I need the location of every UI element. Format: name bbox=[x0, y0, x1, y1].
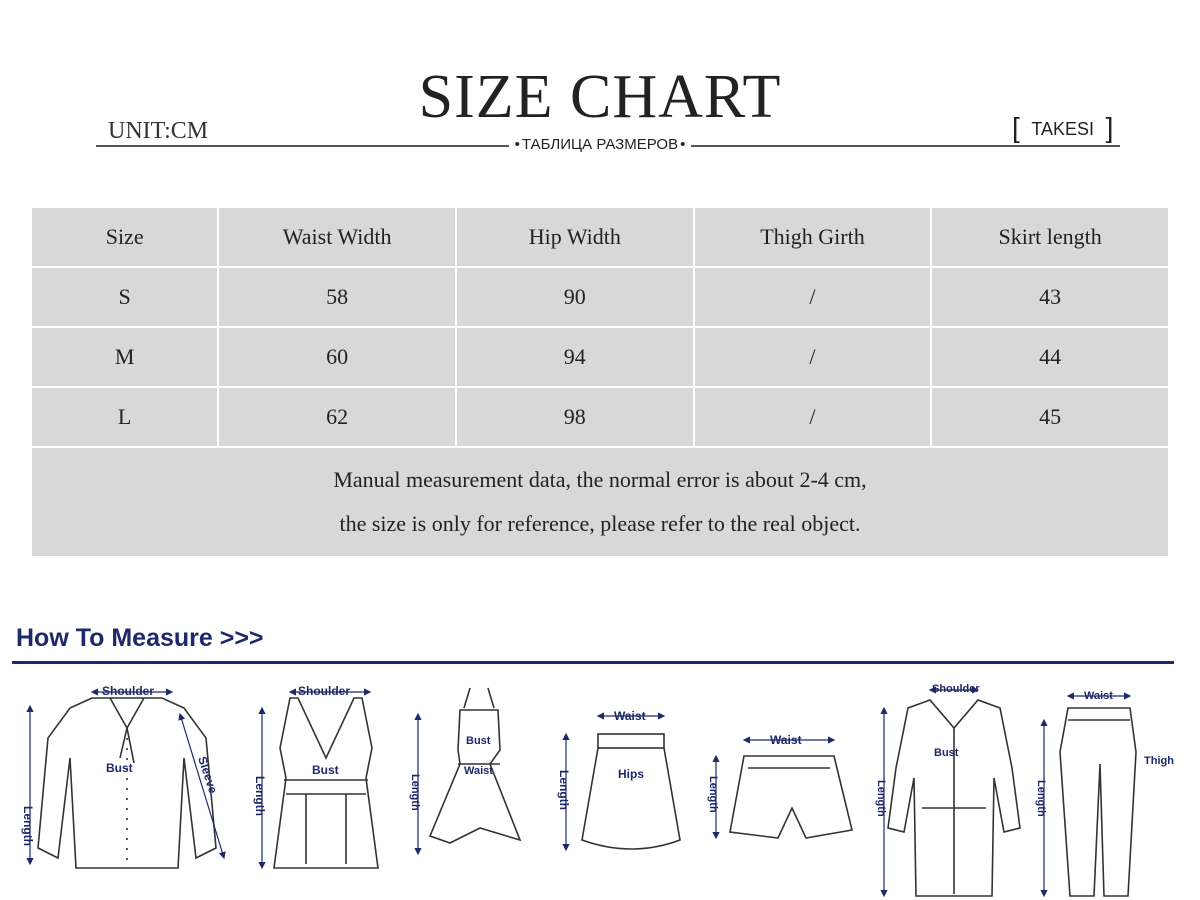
table-cell: 62 bbox=[219, 388, 455, 446]
tank-shoulder-label: Shoulder bbox=[298, 684, 351, 698]
blouse-bust-label: Bust bbox=[106, 761, 133, 775]
table-cell: M bbox=[32, 328, 217, 386]
table-cell: 58 bbox=[219, 268, 455, 326]
page-title: SIZE CHART bbox=[418, 63, 782, 131]
table-cell: 90 bbox=[457, 268, 693, 326]
dress-waist-label: Waist bbox=[464, 765, 493, 777]
table-cell: 43 bbox=[932, 268, 1168, 326]
how-to-measure-heading: How To Measure >>> bbox=[16, 624, 264, 652]
shorts-figure bbox=[730, 756, 852, 838]
table-header-row bbox=[32, 208, 1168, 266]
blouse-sleeve-label: Sleeve bbox=[195, 754, 221, 796]
tank-top-figure bbox=[274, 698, 378, 868]
shorts-length-label: Length bbox=[707, 776, 719, 813]
trousers-figure bbox=[1060, 708, 1136, 896]
column-header-waist: Waist Width bbox=[219, 208, 455, 266]
trousers-waist-label: Waist bbox=[1084, 690, 1113, 702]
skirt-length-label: Length bbox=[557, 770, 571, 810]
trousers-length-label: Length bbox=[1035, 780, 1047, 817]
table-cell: 60 bbox=[219, 328, 455, 386]
column-header-thigh: Thigh Girth bbox=[695, 208, 931, 266]
skirt-hips-label: Hips bbox=[618, 767, 645, 781]
blouse-shoulder-label: Shoulder bbox=[102, 684, 155, 698]
brand-bracket-close: ] bbox=[1105, 112, 1114, 143]
table-cell: 98 bbox=[457, 388, 693, 446]
note-line-2: the size is only for reference, please refer to the real object. bbox=[339, 511, 861, 536]
skirt-waist-label: Waist bbox=[614, 709, 646, 723]
dress-bust-label: Bust bbox=[466, 735, 491, 747]
column-header-skirt-length: Skirt length bbox=[932, 208, 1168, 266]
how-to-measure-divider bbox=[12, 661, 1174, 664]
coat-length-label: Length bbox=[875, 780, 887, 817]
shorts-waist-label: Waist bbox=[770, 733, 802, 747]
table-cell: 45 bbox=[932, 388, 1168, 446]
column-header-hip: Hip Width bbox=[457, 208, 693, 266]
brand-name: TAKESI bbox=[1031, 119, 1095, 139]
dress-length-label: Length bbox=[409, 774, 421, 811]
table-row bbox=[32, 268, 1168, 326]
tank-length-label: Length bbox=[253, 776, 267, 816]
table-cell: / bbox=[695, 268, 931, 326]
coat-bust-label: Bust bbox=[934, 747, 959, 759]
table-cell: / bbox=[695, 328, 931, 386]
blouse-figure bbox=[38, 698, 216, 868]
size-table bbox=[30, 206, 1170, 558]
brand-bracket-open: [ bbox=[1012, 112, 1020, 143]
table-cell: S bbox=[32, 268, 217, 326]
table-note-row bbox=[32, 448, 1168, 556]
blouse-length-label: Length bbox=[21, 806, 35, 846]
trousers-thigh-label: Thigh bbox=[1144, 755, 1174, 767]
skirt-figure bbox=[582, 734, 680, 849]
table-cell: 94 bbox=[457, 328, 693, 386]
note-line-1: Manual measurement data, the normal error is about 2-4 cm, bbox=[333, 467, 867, 492]
tank-bust-label: Bust bbox=[312, 763, 339, 777]
unit-label: UNIT:CM bbox=[108, 118, 209, 144]
table-cell: 44 bbox=[932, 328, 1168, 386]
table-cell: / bbox=[695, 388, 931, 446]
table-row bbox=[32, 328, 1168, 386]
subtitle-text: ТАБЛИЦА РАЗМЕРОВ bbox=[521, 136, 679, 153]
coat-figure bbox=[888, 700, 1020, 896]
subtitle: • ТАБЛИЦА РАЗМЕРОВ • bbox=[0, 136, 1200, 153]
table-row bbox=[32, 388, 1168, 446]
coat-shoulder-label: Shoulder bbox=[932, 683, 980, 695]
measurement-illustrations bbox=[0, 668, 1200, 900]
measurement-note bbox=[32, 448, 1168, 556]
table-cell: L bbox=[32, 388, 217, 446]
column-header-size: Size bbox=[32, 208, 217, 266]
